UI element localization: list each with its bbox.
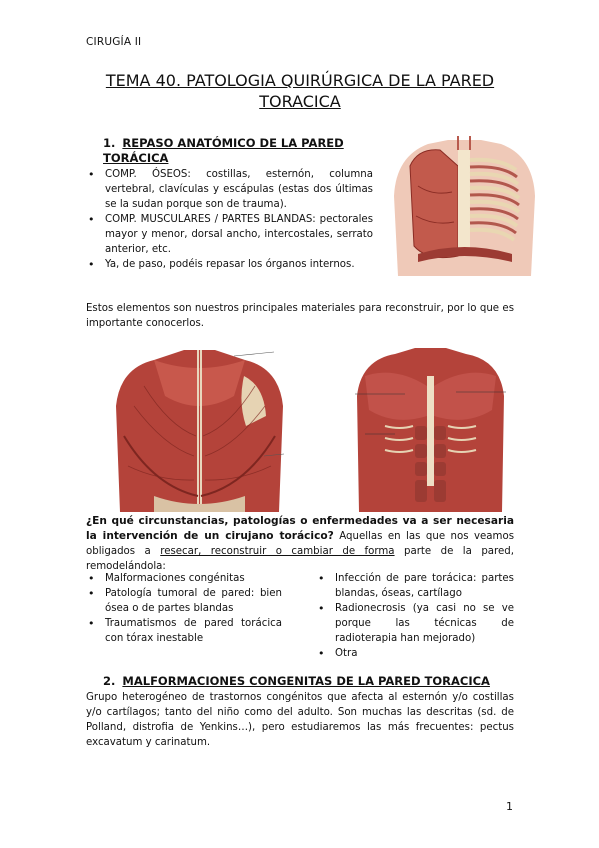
page-header: CIRUGÍA II xyxy=(86,36,142,48)
section1-number: 1. xyxy=(103,136,116,150)
list-item: • Radionecrosis (ya casi no se ve porque las técnicas de radioterapia han mejorado) xyxy=(316,601,514,646)
list-item: • Ya, de paso, podéis repasar los órganos internos. xyxy=(86,257,373,272)
list-item: • COMP. ÓSEOS: costillas, esternón, columna vertebral, clavículas y escápulas (estas dos últimas se la sudan porque son de trauma). xyxy=(86,167,373,212)
list-item: • Infección de pare torácica: partes blandas, óseas, cartílago xyxy=(316,571,514,601)
chest-muscles-image xyxy=(355,346,506,512)
section1-heading xyxy=(103,136,373,166)
question-paragraph xyxy=(86,514,514,574)
anatomy-bullet-list xyxy=(86,167,373,272)
section1-title: REPASO ANATÓMICO DE LA PARED TORÁCICA xyxy=(103,136,344,165)
section2-paragraph: Grupo heterogéneo de trastornos congénitos que afecta al esternón y/o costillas y/o cartílagos; tanto del niño como del adulto. Son muchas las descritas (sd. de Polland, distrofia de Yenkins…), pero estudiaremos las más frecuentes: pectus excavatum y carinatum. xyxy=(86,692,514,748)
circumstances-list-left xyxy=(86,571,282,646)
question-underlined: resecar, reconstruir o cambiar de forma xyxy=(160,546,395,557)
list-item: • Patología tumoral de pared: bien ósea o de partes blandas xyxy=(86,586,282,616)
section2-number: 2. xyxy=(103,674,116,688)
question-text-after: parte de la pared, remodelándola: xyxy=(86,546,514,572)
thorax-anatomy-image xyxy=(388,136,541,276)
question-bold: ¿En qué circunstancias, patologías o enfermedades va a ser necesaria la intervención de un cirujano torácico? xyxy=(86,515,514,542)
section2-heading xyxy=(103,674,523,689)
anatomy-paragraph: Estos elementos son nuestros principales materiales para reconstruir, por lo que es importante conocerlos. xyxy=(86,303,514,329)
back-muscles-image xyxy=(114,346,285,512)
circumstances-list-right xyxy=(316,571,514,661)
page-title: TEMA 40. PATOLOGIA QUIRÚRGICA DE LA PARED TORACICA xyxy=(105,71,495,111)
page-number: 1 xyxy=(506,800,513,813)
list-item: • Otra xyxy=(316,646,514,661)
list-item: • Traumatismos de pared torácica con tórax inestable xyxy=(86,616,282,646)
question-text-before: Aquellas en las que nos veamos obligados a xyxy=(86,531,514,557)
list-item: • Malformaciones congénitas xyxy=(86,571,282,586)
section2-title: MALFORMACIONES CONGENITAS DE LA PARED TORACICA xyxy=(122,674,490,688)
list-item: • COMP. MUSCULARES / PARTES BLANDAS: pectorales mayor y menor, dorsal ancho, intercostales, serrato anterior, etc. xyxy=(86,212,373,257)
